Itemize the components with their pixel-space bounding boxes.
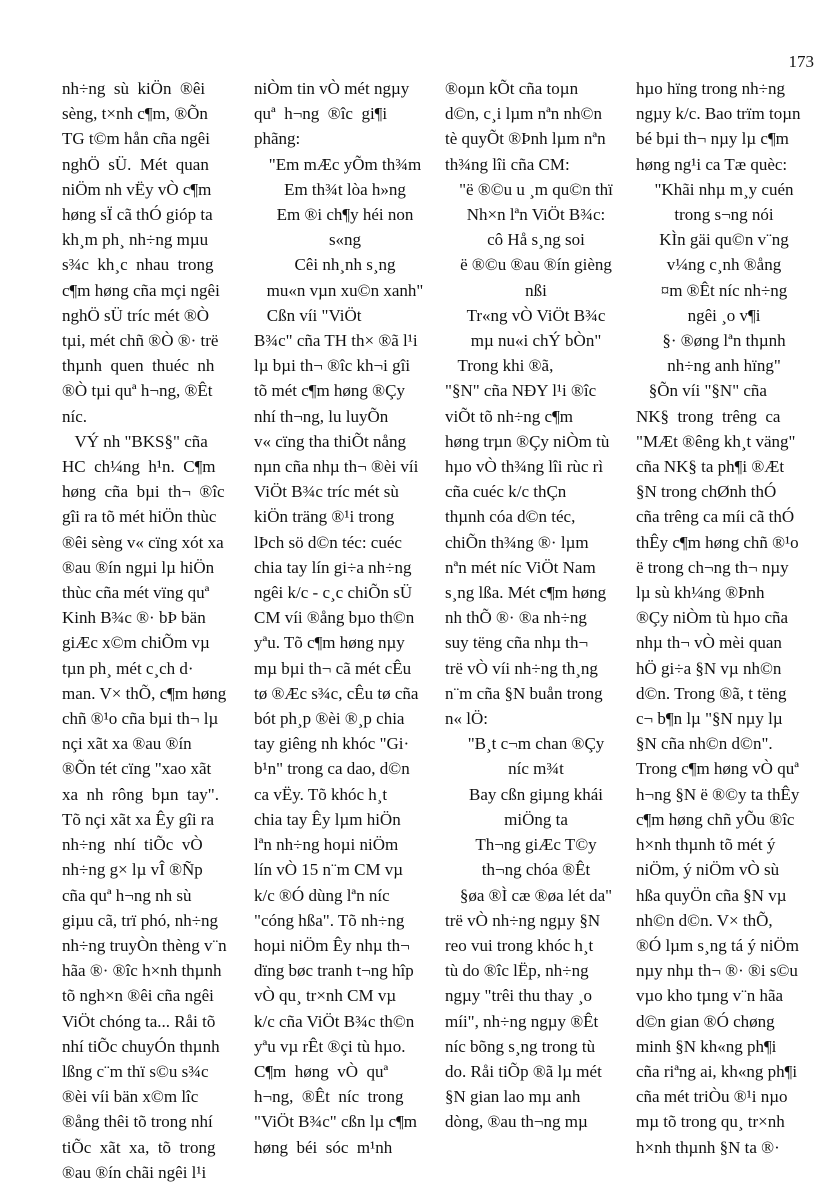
text-line: giÆc x©m chiÕm vµ xyxy=(62,633,210,653)
text-line: thÊy c¶m høng chñ ®¹o xyxy=(636,532,799,552)
verse-line: ë ®©u ®au ®ín gièng xyxy=(460,255,612,275)
text-line: "MÆt ®êng kh¸t väng" xyxy=(636,431,796,451)
text-line: Cßn víi "ViÖt xyxy=(254,305,362,325)
text-line: Kinh B¾c ®· bÞ bän xyxy=(62,608,206,628)
text-line: kh¸m ph¸ nh÷ng mµu xyxy=(62,230,209,250)
text-line: lªn nh÷ng hoµi niÖm xyxy=(254,835,399,855)
text-line: ngêi k/c - c¸c chiÕn sÜ xyxy=(254,583,413,603)
text-line: c¶m høng cña mçi ngêi xyxy=(62,280,220,300)
text-line: Trong khi ®ã, xyxy=(445,356,554,376)
text-line: høng ng¹i ca Tæ quèc: xyxy=(636,154,788,174)
text-line: nhµ th¬ vÒ mèi quan xyxy=(636,633,782,653)
verse-line: §· ®øng lªn thµnh xyxy=(662,331,786,351)
text-line: ®oµn kÕt cña toµn xyxy=(445,79,579,98)
text-line: tõ mét c¶m høng ®Çy xyxy=(254,381,405,401)
text-line: chiÕn th¾ng ®· lµm xyxy=(445,532,589,552)
text-line: ®Ò tµi quª h¬ng, ®Êt xyxy=(62,381,213,401)
text-line: vµo kho tµng v¨n hãa xyxy=(636,986,784,1006)
text-line: niÖm, ý niÖm vÒ sù xyxy=(636,860,780,880)
verse-line: cô Hå s¸ng soi xyxy=(487,230,585,250)
text-line: høng béi sóc m¹nh xyxy=(254,1137,393,1157)
text-line: §Õn víi "§N" cña xyxy=(636,381,767,401)
text-line: tù do ®îc lËp, nh÷ng xyxy=(445,961,589,981)
text-line: mµ bµi th¬ cã mét cÊu xyxy=(254,658,412,678)
text-line: hÖ gi÷a §N vµ nh©n xyxy=(636,658,782,678)
text-line: do. Råi tiÕp ®ã lµ mét xyxy=(445,1061,602,1081)
text-line: tµn ph¸ mét c¸ch d· xyxy=(62,658,194,678)
text-line: nhí tiÕc chuyÓn thµnh xyxy=(62,1036,220,1056)
text-line: ViÖt B¾c tríc mét sù xyxy=(254,482,399,502)
text-line: k/c ®Ó dùng lªn níc xyxy=(254,885,390,905)
text-line: thµnh cóa d©n téc, xyxy=(445,507,576,527)
verse-line: th¬ng chóa ®Êt xyxy=(481,860,591,880)
verse-line: nh÷ng anh hïng" xyxy=(667,356,781,376)
text-line: Tõ nçi xãt xa Êy gîi ra xyxy=(62,809,215,829)
text-line: lín vÒ 15 n¨m CM vµ xyxy=(254,860,404,880)
text-line: hãa ®· ®îc h×nh thµnh xyxy=(62,961,222,981)
verse-line: níc m¾t xyxy=(508,759,564,779)
text-line: CM víi ®ång bµo th©n xyxy=(254,608,415,628)
text-line: ®Ó lµm s¸ng tá ý niÖm xyxy=(636,935,799,955)
text-line: lÞch sö d©n téc: cuéc xyxy=(254,532,402,552)
text-line: c¬ b¶n lµ "§N nµy lµ xyxy=(636,709,783,729)
text-line: nh÷ng g× lµ vÎ ®Ñp xyxy=(62,860,203,880)
text-line: yªu vµ rÊt ®çi tù hµo. xyxy=(254,1036,406,1056)
text-line: níc. xyxy=(62,406,88,426)
text-line: tø ®Æc s¾c, cÊu tø cña xyxy=(254,683,419,703)
text-line: minh §N kh«ng ph¶i xyxy=(636,1036,777,1056)
text-line: cña mét triÒu ®¹i nµo xyxy=(636,1087,788,1107)
text-line: yªu. Tõ c¶m høng nµy xyxy=(254,633,405,653)
verse-line: mµ nu«i chÝ bÒn" xyxy=(470,331,602,351)
text-line: ®Çy niÒm tù hµo cña xyxy=(636,608,789,628)
text-line: kiÖn träng ®¹i trong xyxy=(254,507,395,527)
text-line: cña quª h¬ng nh sù xyxy=(62,885,192,905)
text-line: nµn cña nhµ th¬ ®èi víi xyxy=(254,457,419,477)
text-line: v« cïng tha thiÕt nång xyxy=(254,431,407,451)
text-line: §N trong chØnh thÓ xyxy=(636,482,777,502)
text-line: §N gian lao mµ anh xyxy=(445,1087,581,1107)
text-line: TG t©m hån cña ngêi xyxy=(62,129,210,149)
text-line: lßng c¨m thï s©u s¾c xyxy=(62,1061,209,1081)
text-line: "cóng hßa". Tõ nh÷ng xyxy=(254,910,405,930)
text-line: thùc cña mét vïng quª xyxy=(62,583,210,603)
text-line: vÒ qu¸ tr×nh CM vµ xyxy=(254,986,397,1006)
text-line: B¾c" cña TH th× ®ã l¹i xyxy=(254,331,418,351)
text-line: HC ch¼ng h¹n. C¶m xyxy=(62,457,216,477)
text-line: tiÕc xãt xa, tõ trong xyxy=(62,1137,216,1157)
text-line: høng trµn ®Çy niÒm tù xyxy=(445,431,610,451)
text-line: h×nh thµnh tõ mét ý xyxy=(636,835,776,855)
text-line: ngµy k/c. Bao trïm toµn xyxy=(636,104,801,124)
column-4 xyxy=(636,76,812,1160)
verse-line: Nh×n lªn ViÖt B¾c: xyxy=(466,205,606,225)
text-line: hµo vÒ th¾ng lîi rùc rì xyxy=(445,457,604,477)
text-line: c¶m høng chñ yÕu ®îc xyxy=(636,809,795,829)
text-line: d©n. Trong ®ã, t tëng xyxy=(636,683,787,703)
text-line: niÒm tin vÒ mét ngµy xyxy=(254,79,410,98)
text-line: chñ ®¹o cña bµi th¬ lµ xyxy=(62,709,219,729)
verse-line: Em th¾t lòa h»ng xyxy=(284,179,406,199)
text-line: ngµy "trêi thu thay ¸o xyxy=(445,986,593,1006)
column-1 xyxy=(62,76,244,1185)
text-line: "ViÖt B¾c" cßn lµ c¶m xyxy=(254,1112,418,1132)
text-line: cña NK§ ta ph¶i ®Æt xyxy=(636,457,785,477)
text-line: phãng: xyxy=(254,129,301,149)
text-line: d©n gian ®Ó chøng xyxy=(636,1011,775,1031)
text-line: h×nh thµnh §N ta ®· xyxy=(636,1137,780,1157)
text-line: tè quyÕt ®Þnh lµm nªn xyxy=(445,129,606,149)
text-line: nh÷ng sù kiÖn ®êi xyxy=(62,79,206,98)
text-line: ca vËy. Tõ khóc h¸t xyxy=(254,784,388,804)
text-line: nªn mét níc ViÖt Nam xyxy=(445,557,596,577)
text-line: tµi, mét chñ ®Ò ®· trë xyxy=(62,331,219,351)
text-line: bé bµi th¬ nµy lµ c¶m xyxy=(636,129,789,149)
verse-line: Em ®i ch¶y héi non xyxy=(276,205,414,225)
text-line: ®èi víi bän x©m lîc xyxy=(62,1087,199,1107)
verse-line: "Khãi nhµ m¸y cuén xyxy=(654,179,794,199)
text-line: ViÖt chóng ta... Råi tõ xyxy=(62,1011,216,1031)
verse-line: Cêi nh¸nh s¸ng xyxy=(294,255,396,275)
text-line: ®au ®ín ngµi lµ hiÖn xyxy=(62,557,215,577)
text-line: §N cña nh©n d©n". xyxy=(636,734,773,754)
text-line: cña cuéc k/c thÇn xyxy=(445,482,567,502)
verse-line: miÖng ta xyxy=(504,809,568,829)
text-line: ®au ®ín chãi ngêi l¹i xyxy=(62,1162,207,1182)
text-line: s¾c kh¸c nhau trong xyxy=(62,255,214,275)
text-line: h¬ng §N ë ®©y ta thÊy xyxy=(636,784,800,804)
verse-line: mu«n vµn xu©n xanh" xyxy=(266,280,424,300)
text-line: tõ ngh×n ®êi cña ngêi xyxy=(62,986,214,1006)
text-line: nghÖ sÜ. Mét quan xyxy=(62,154,209,174)
text-line: ®ång thêi tõ trong nhí xyxy=(62,1112,213,1132)
text-line: h¬ng, ®Êt níc trong xyxy=(254,1087,404,1107)
text-line: dïng bøc tranh t¬ng hîp xyxy=(254,961,414,981)
text-line: mµ tõ trong qu¸ tr×nh xyxy=(636,1112,785,1132)
text-line: nhí th¬ng, lu luyÕn xyxy=(254,406,389,426)
page-number: 173 xyxy=(788,52,814,71)
text-line: quª h¬ng ®îc gi¶i xyxy=(254,104,388,124)
text-line: nh÷ng nhí tiÕc vÒ xyxy=(62,835,203,855)
text-line: "§N" cña NÐY l¹i ®îc xyxy=(445,381,597,401)
text-line: dòng, ®au th¬ng mµ xyxy=(445,1112,588,1132)
text-line: Trong c¶m høng vÒ quª xyxy=(636,759,799,779)
text-line: chia tay Êy lµm hiÖn xyxy=(254,809,401,829)
text-line: gîi ra tõ mét hiÖn thùc xyxy=(62,507,217,527)
text-line: n¨m cña §N buån trong xyxy=(445,683,603,703)
verse-line: "B¸t c¬m chan ®Çy xyxy=(467,734,605,754)
verse-line: ngêi ¸o v¶i xyxy=(687,305,761,325)
text-line: nçi xãt xa ®au ®ín xyxy=(62,734,192,754)
text-line: giµu cã, trï phó, nh÷ng xyxy=(62,910,219,930)
text-line: nghÖ sÜ tríc mét ®Ò xyxy=(62,305,210,325)
text-line: C¶m høng vÒ quª xyxy=(254,1061,389,1081)
verse-line: §øa ®Ì cæ ®øa lét da" xyxy=(459,885,613,905)
text-line: hµo hïng trong nh÷ng xyxy=(636,79,785,98)
text-columns xyxy=(62,76,814,1182)
text-line: níc bõng s¸ng trong tù xyxy=(445,1036,596,1056)
verse-line: v¼ng c¸nh ®ång xyxy=(666,255,782,275)
verse-line: "Em mÆc yÕm th¾m xyxy=(268,154,422,174)
text-line: niÖm nh vËy vÒ c¶m xyxy=(62,179,212,199)
verse-line: KÌn gäi qu©n v¨ng xyxy=(659,230,789,250)
text-line: cña trêng ca míi cã thÓ xyxy=(636,507,795,527)
column-2 xyxy=(254,76,436,1160)
verse-line: "ë ®©u u ¸m qu©n thï xyxy=(459,179,613,199)
text-line: míi", nh÷ng ngµy ®Êt xyxy=(445,1011,599,1031)
text-line: høng cña bµi th¬ ®îc xyxy=(62,482,225,502)
text-line: reo vui trong khóc h¸t xyxy=(445,935,594,955)
verse-line: ¤m ®Êt níc nh÷ng xyxy=(660,280,788,300)
text-line: ®êi sèng v« cïng xót xa xyxy=(62,532,224,552)
text-line: sèng, t×nh c¶m, ®Õn xyxy=(62,104,208,124)
text-line: thµnh quen thuéc nh xyxy=(62,356,215,376)
text-line: trë vÒ víi nh÷ng th¸ng xyxy=(445,658,598,678)
verse-line: s«ng xyxy=(328,230,362,250)
text-line: hßa quyÖn cña §N vµ xyxy=(636,885,787,905)
text-line: lµ bµi th¬ ®îc kh¬i gîi xyxy=(254,356,411,376)
text-line: nh thÕ ®· ®a nh÷ng xyxy=(445,608,587,628)
text-line: hoµi niÖm Êy nhµ th¬ xyxy=(254,935,410,955)
text-line: s¸ng lßa. Mét c¶m høng xyxy=(445,583,607,603)
verse-line: Th¬ng giÆc T©y xyxy=(475,835,597,855)
text-line: viÕt tõ nh÷ng c¶m xyxy=(445,406,573,426)
text-line: ë trong ch¬ng th¬ nµy xyxy=(636,557,789,577)
text-line: nh©n d©n. V× thÕ, xyxy=(636,910,773,930)
text-line: th¾ng lîi cña CM: xyxy=(445,154,570,174)
text-line: NK§ trong trêng ca xyxy=(636,406,781,426)
text-line: suy tëng cña nhµ th¬ xyxy=(445,633,589,653)
verse-line: trong s¬ng nói xyxy=(674,205,774,225)
text-line: xa nh rông bµn tay". xyxy=(62,784,219,804)
verse-line: Bay cßn giµng khái xyxy=(469,784,603,804)
text-line: høng sÏ cã thÓ gióp ta xyxy=(62,205,213,225)
text-line: nh÷ng truyÒn thèng v¨n xyxy=(62,935,227,955)
text-line: nµy nhµ th¬ ®· ®i s©u xyxy=(636,961,798,981)
text-line: VÝ nh "BKS§" cña xyxy=(62,431,208,451)
text-line: lµ sù kh¼ng ®Þnh xyxy=(636,583,765,603)
text-line: k/c cña ViÖt B¾c th©n xyxy=(254,1011,415,1031)
column-3 xyxy=(445,76,627,1135)
text-line: n« lÖ: xyxy=(445,709,488,729)
text-line: d©n, c¸i lµm nªn nh©n xyxy=(445,104,602,124)
text-line: trë vÒ nh÷ng ngµy §N xyxy=(445,910,601,930)
text-line: b¹n" trong ca dao, d©n xyxy=(254,759,410,779)
verse-line: Tr«ng vÒ ViÖt B¾c xyxy=(466,305,606,325)
text-line: ®Õn tét cïng "xao xãt xyxy=(62,759,212,779)
text-line: cña riªng ai, kh«ng ph¶i xyxy=(636,1061,798,1081)
text-line: bót ph¸p ®èi ®¸p chia xyxy=(254,709,405,729)
verse-line: nßi xyxy=(525,280,547,300)
text-line: chia tay lín gi÷a nh÷ng xyxy=(254,557,412,577)
text-line: tay giêng nh khóc "Gi· xyxy=(254,734,410,754)
text-line: man. V× thÕ, c¶m høng xyxy=(62,683,227,703)
